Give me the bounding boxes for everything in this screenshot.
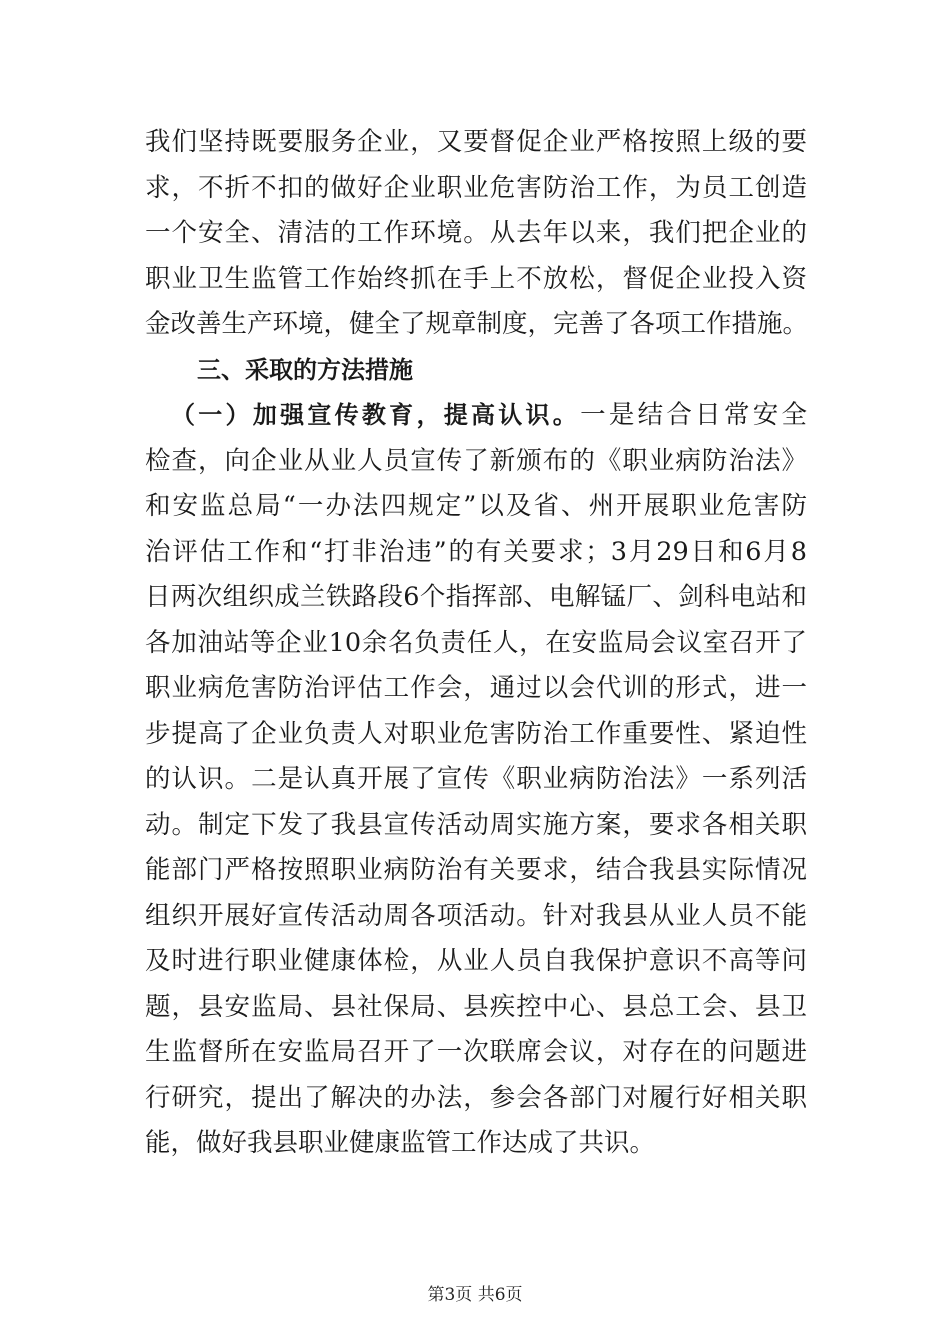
text-line: 治评估工作和“打非治违”的有关要求；3月29日和6月8	[145, 536, 807, 567]
text-line: 动。制定下发了我县宣传活动周实施方案，要求各相关职	[145, 809, 807, 840]
subsection-title: （一）加强宣传教育，提高认识。	[171, 401, 581, 429]
paragraph-2	[145, 393, 807, 1167]
text-line: 金改善生产环境，健全了规章制度，完善了各项工作措施。	[145, 309, 809, 339]
text-line: 组织开展好宣传活动周各项活动。针对我县从业人员不能	[145, 900, 807, 931]
text-line: 检查，向企业从业人员宣传了新颁布的《职业病防治法》	[145, 445, 807, 476]
text-line: 行研究，提出了解决的办法，参会各部门对履行好相关职	[145, 1082, 807, 1113]
text-line: 求，不折不扣的做好企业职业危害防治工作，为员工创造	[145, 172, 807, 203]
text-line: 和安监总局“一办法四规定”以及省、州开展职业危害防	[145, 491, 807, 521]
text-run: 一是结合日常安全	[580, 400, 807, 430]
text-line: 日两次组织成兰铁路段6个指挥部、电解锰厂、剑科电站和	[145, 582, 807, 612]
text-line: 题，县安监局、县社保局、县疾控中心、县总工会、县卫	[145, 991, 807, 1022]
text-line: 能，做好我县职业健康监管工作达成了共识。	[145, 1128, 656, 1158]
text-line: 职业卫生监管工作始终抓在手上不放松，督促企业投入资	[145, 263, 807, 294]
document-body	[145, 120, 807, 1167]
text-line: 能部门严格按照职业病防治有关要求，结合我县实际情况	[145, 855, 807, 885]
text-line: 职业病危害防治评估工作会，通过以会代训的形式，进一	[145, 673, 807, 703]
text-line: 步提高了企业负责人对职业危害防治工作重要性、紧迫性	[145, 718, 807, 749]
text-line: 及时进行职业健康体检，从业人员自我保护意识不高等问	[145, 946, 807, 976]
page-footer: 第3页 共6页	[427, 1285, 523, 1305]
text-line: 生监督所在安监局召开了一次联席会议，对存在的问题进	[145, 1037, 807, 1067]
section-heading: 三、采取的方法措施	[197, 355, 413, 384]
text-line-first	[145, 393, 807, 439]
text-line: 我们坚持既要服务企业，又要督促企业严格按照上级的要	[145, 127, 807, 157]
text-line: 各加油站等企业10余名负责任人，在安监局会议室召开了	[145, 627, 807, 658]
text-line: 的认识。二是认真开展了宣传《职业病防治法》一系列活	[145, 764, 807, 794]
text-line: 一个安全、清洁的工作环境。从去年以来，我们把企业的	[145, 218, 807, 248]
paragraph-1	[145, 120, 807, 348]
